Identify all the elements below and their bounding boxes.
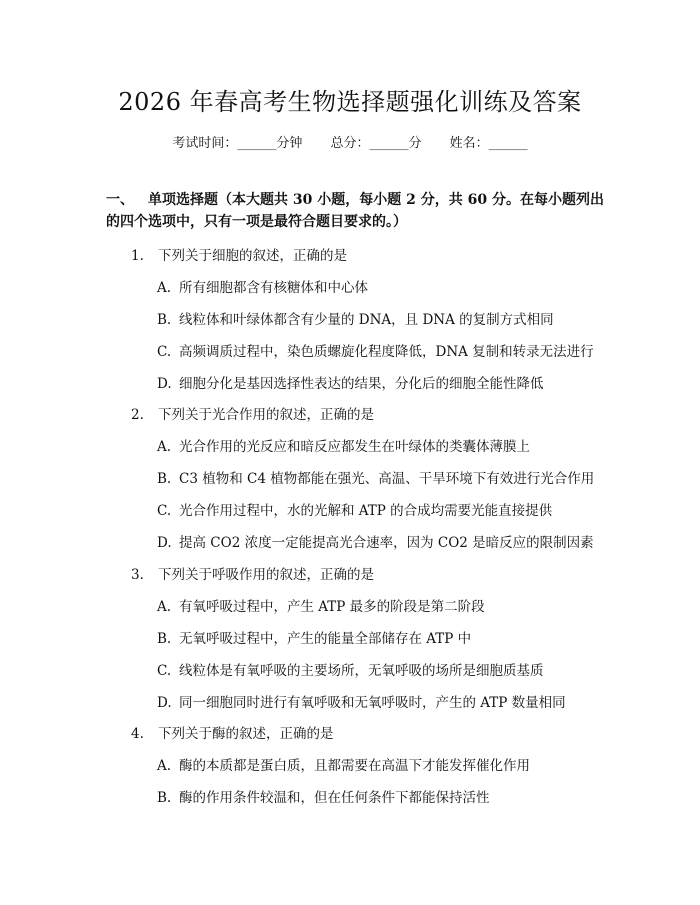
question-stem bbox=[131, 722, 334, 742]
option-letter: B. bbox=[157, 631, 172, 647]
question-number: 4. bbox=[131, 726, 144, 742]
question-stem bbox=[131, 403, 374, 423]
option-letter: C. bbox=[157, 503, 172, 519]
option-letter: A. bbox=[157, 599, 172, 615]
option-letter: C. bbox=[157, 344, 172, 360]
option-text: 酶的本质都是蛋白质，且都需要在高温下才能发挥催化作用 bbox=[179, 758, 530, 774]
option-text: 高频调质过程中，染色质螺旋化程度降低，DNA 复制和转录无法进行 bbox=[179, 344, 594, 360]
option-text: 所有细胞都含有核糖体和中心体 bbox=[179, 280, 368, 296]
section-heading bbox=[106, 189, 606, 233]
exam-score: 总分：______分 bbox=[330, 136, 422, 151]
option-item bbox=[157, 499, 552, 519]
exam-meta bbox=[0, 132, 700, 151]
option-letter: A. bbox=[157, 439, 172, 455]
question-text: 下列关于细胞的叙述，正确的是 bbox=[158, 248, 347, 264]
option-letter: A. bbox=[157, 758, 172, 774]
option-item bbox=[157, 372, 544, 392]
option-letter: B. bbox=[157, 312, 172, 328]
option-item bbox=[157, 627, 471, 647]
option-item bbox=[157, 595, 485, 615]
option-text: 细胞分化是基因选择性表达的结果，分化后的细胞全能性降低 bbox=[179, 376, 544, 392]
question-number: 3. bbox=[131, 567, 144, 583]
question-stem bbox=[131, 244, 347, 264]
question-text: 下列关于光合作用的叙述，正确的是 bbox=[158, 407, 374, 423]
option-item bbox=[157, 786, 490, 806]
option-item bbox=[157, 691, 566, 711]
question-number: 2. bbox=[131, 407, 144, 423]
page-title: 2026 年春高考生物选择题强化训练及答案 bbox=[118, 88, 582, 116]
option-item bbox=[157, 754, 530, 774]
option-item bbox=[157, 659, 544, 679]
option-letter: B. bbox=[157, 790, 172, 806]
option-letter: C. bbox=[157, 663, 172, 679]
option-item bbox=[157, 276, 368, 296]
section-text: 单项选择题（本大题共 30 小题，每小题 2 分，共 60 分。在每小题列出的四个选项中，只有一项是最符合题目要求的。） bbox=[106, 192, 604, 230]
option-text: 提高 CO2 浓度一定能提高光合速率，因为 CO2 是暗反应的限制因素 bbox=[179, 535, 594, 551]
option-text: 光合作用的光反应和暗反应都发生在叶绿体的类囊体薄膜上 bbox=[179, 439, 530, 455]
question-text: 下列关于酶的叙述，正确的是 bbox=[158, 726, 334, 742]
exam-name: 姓名：______ bbox=[449, 136, 528, 151]
option-item bbox=[157, 340, 594, 360]
option-item bbox=[157, 531, 594, 551]
option-item bbox=[157, 308, 554, 328]
option-text: 无氧呼吸过程中，产生的能量全部储存在 ATP 中 bbox=[179, 631, 472, 647]
option-letter: D. bbox=[157, 535, 172, 551]
option-item bbox=[157, 467, 594, 487]
option-text: C3 植物和 C4 植物都能在强光、高温、干旱环境下有效进行光合作用 bbox=[179, 471, 595, 487]
option-text: 同一细胞同时进行有氧呼吸和无氧呼吸时，产生的 ATP 数量相同 bbox=[179, 695, 566, 711]
option-item bbox=[157, 435, 530, 455]
option-letter: D. bbox=[157, 695, 172, 711]
option-text: 线粒体和叶绿体都含有少量的 DNA，且 DNA 的复制方式相同 bbox=[179, 312, 554, 328]
option-text: 有氧呼吸过程中，产生 ATP 最多的阶段是第二阶段 bbox=[179, 599, 485, 615]
option-text: 光合作用过程中，水的光解和 ATP 的合成均需要光能直接提供 bbox=[179, 503, 553, 519]
section-number: 一、 bbox=[106, 192, 134, 208]
option-letter: B. bbox=[157, 471, 172, 487]
question-number: 1. bbox=[131, 248, 144, 264]
question-text: 下列关于呼吸作用的叙述，正确的是 bbox=[158, 567, 374, 583]
option-letter: A. bbox=[157, 280, 172, 296]
option-text: 线粒体是有氧呼吸的主要场所，无氧呼吸的场所是细胞质基质 bbox=[179, 663, 544, 679]
option-text: 酶的作用条件较温和，但在任何条件下都能保持活性 bbox=[179, 790, 490, 806]
option-letter: D. bbox=[157, 376, 172, 392]
exam-time: 考试时间：______分钟 bbox=[172, 136, 303, 151]
question-stem bbox=[131, 563, 374, 583]
